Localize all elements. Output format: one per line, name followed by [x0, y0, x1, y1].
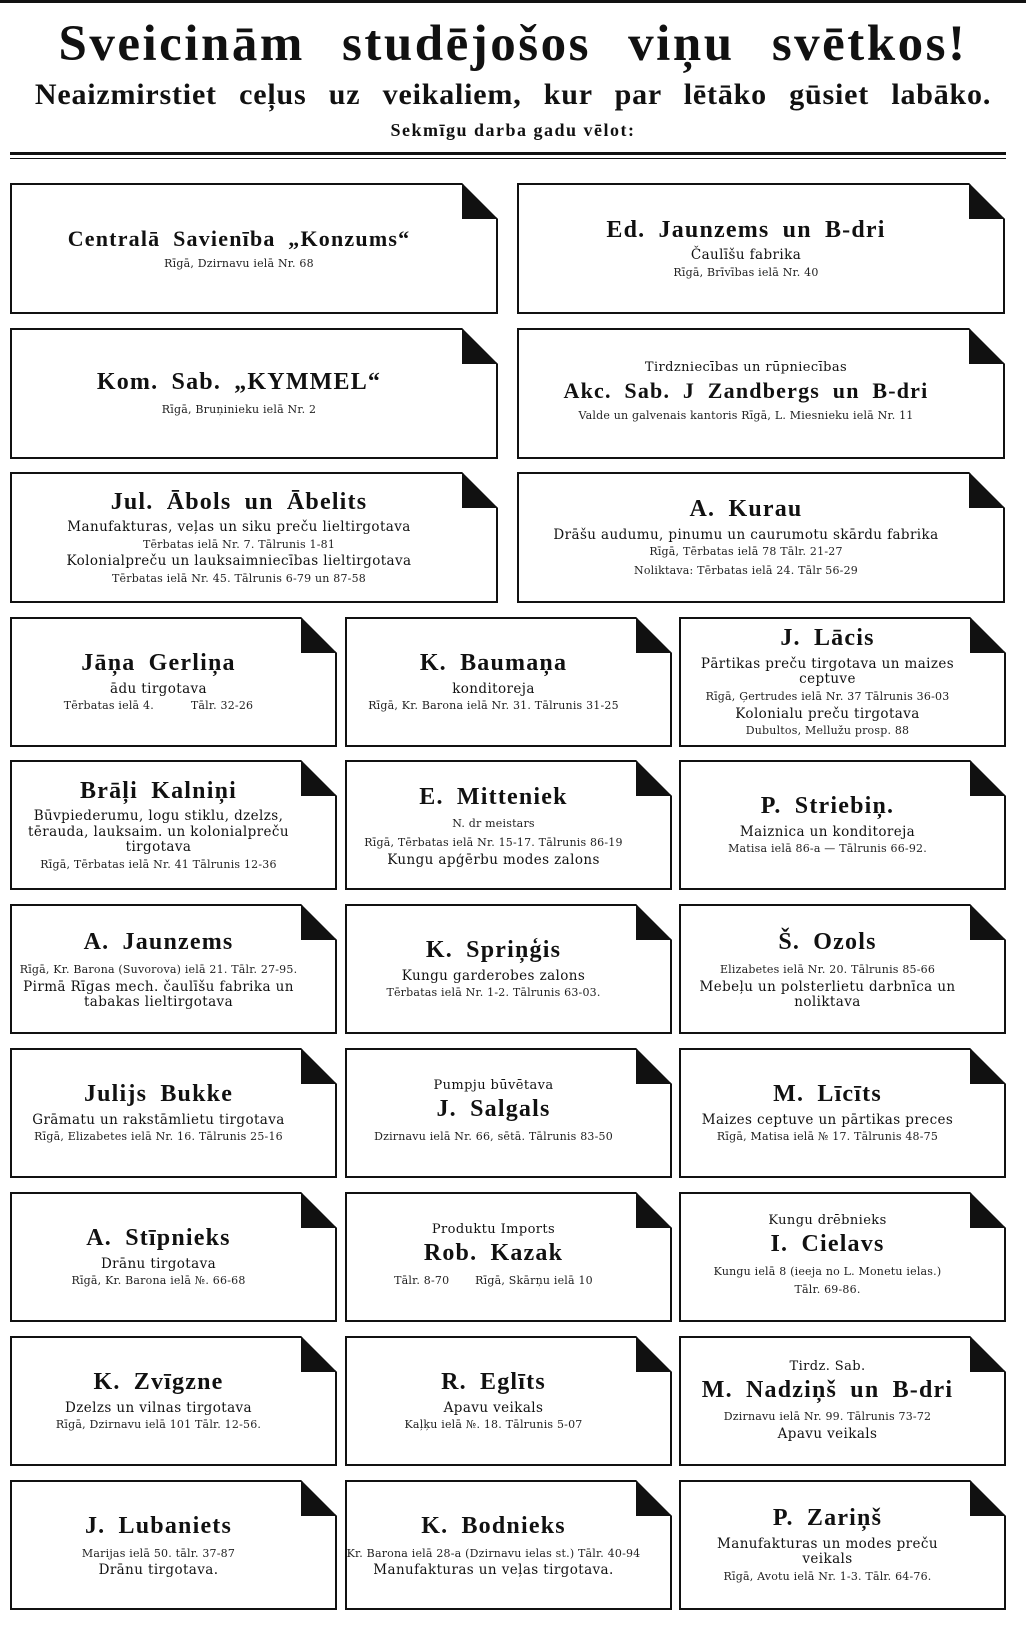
- business-name: I. Cielavs: [770, 1231, 885, 1258]
- business-name: E. Mitteniek: [419, 783, 568, 810]
- advertisement-box: [10, 760, 337, 890]
- business-address: Dzirnavu ielā Nr. 99. Tālrunis 73-72: [723, 1410, 932, 1424]
- business-name: Rob. Kazak: [423, 1240, 564, 1267]
- business-address: Rīgā, Avotu ielā Nr. 1-3. Tālr. 64-76.: [723, 1569, 932, 1583]
- business-address: Elizabetes ielā Nr. 20. Tālrunis 85-66: [719, 962, 936, 976]
- business-description: Apavu veikals: [777, 1425, 878, 1442]
- business-name: R. Eglīts: [441, 1369, 546, 1396]
- advertisement-box: [679, 1336, 1006, 1466]
- business-name: J. Lācis: [780, 625, 875, 652]
- business-address: Matisa ielā 86-a — Tālrunis 66-92.: [728, 842, 927, 856]
- business-address: Rīgā, Ģertrudes ielā Nr. 37 Tālrunis 36-03: [705, 689, 950, 703]
- advertisement-box: [10, 617, 337, 747]
- business-description: Apavu veikals: [443, 1399, 544, 1416]
- business-address: Rīgā, Brīvības ielā Nr. 40: [673, 265, 819, 279]
- business-name: Ed. Jaunzems un B-dri: [606, 216, 886, 243]
- business-name: Jāņa Gerliņa: [81, 650, 236, 677]
- business-address: Rīgā, Kr. Barona ielā Nr. 31. Tālrunis 31-25: [368, 699, 619, 713]
- business-description: Būvpiederumu, logu stiklu, dzelzs, tērauda, lauksaim. un kolonialpreču tirgotava: [28, 808, 289, 856]
- business-name: A. Jaunzems: [83, 929, 234, 956]
- advertisement-box: [345, 1048, 672, 1178]
- advertisement-box: [679, 1192, 1006, 1322]
- business-description: Manufakturas un modes preču veikals: [717, 1535, 938, 1568]
- business-address: Rīgā, Kr. Barona ielā №. 66-68: [71, 1274, 246, 1288]
- business-description: Dzelzs un vilnas tirgotava: [65, 1399, 252, 1416]
- advertisement-box: [345, 1192, 672, 1322]
- business-name: K. Baumaņa: [419, 650, 568, 677]
- business-address: Marijas ielā 50. tālr. 37-87: [81, 1546, 236, 1560]
- business-address: Rīgā, Tērbatas ielā 78 Tālr. 21-27: [649, 545, 843, 559]
- business-description: Grāmatu un rakstāmlietu tirgotava: [32, 1111, 285, 1128]
- advertisement-box: [679, 1048, 1006, 1178]
- business-address: Rīgā, Kr. Barona (Suvorova) ielā 21. Tālr. 27-95.: [19, 962, 298, 976]
- business-description: Maizes ceptuve un pārtikas preces: [701, 1111, 954, 1128]
- advertisement-box: [10, 1480, 337, 1610]
- business-address: Rīgā, Tērbatas ielā Nr. 41 Tālrunis 12-36: [40, 857, 277, 871]
- business-description: Drānu tirgotava.: [98, 1562, 219, 1579]
- page-tagline: Sekmīgu darba gadu vēlot:: [390, 120, 636, 140]
- business-address: N. dr meistars: [452, 817, 535, 831]
- business-description: Manufakturas, veļas un siku preču lieltirgotava: [67, 519, 411, 536]
- advertisement-box: [345, 1480, 672, 1610]
- business-description: Čaulīšu fabrika: [690, 247, 802, 264]
- top-rule: [0, 0, 1026, 3]
- business-prefix: Tirdz. Sab.: [789, 1358, 866, 1374]
- business-name: Centralā Savienība „Konzums“: [67, 225, 411, 251]
- business-name: J. Lubaniets: [84, 1513, 233, 1540]
- business-address: Tērbatas ielā 4. Tālr. 32-26: [63, 699, 254, 713]
- advertisement-box: [10, 1192, 337, 1322]
- business-name: P. Zariņš: [772, 1505, 883, 1532]
- business-description: Drānu tirgotava: [100, 1255, 217, 1272]
- advertisement-box: [679, 1480, 1006, 1610]
- business-address: Tālr. 8-70 Rīgā, Skārņu ielā 10: [394, 1273, 593, 1287]
- advertisement-box: [10, 328, 498, 459]
- business-address: Tālr. 69-86.: [794, 1283, 861, 1297]
- business-description: Kungu apģērbu modes zalons: [387, 851, 600, 868]
- advertisement-box: [345, 617, 672, 747]
- advertisement-box: [10, 1048, 337, 1178]
- advertisement-box: [517, 183, 1005, 314]
- business-address: Rīgā, Elizabetes ielā Nr. 16. Tālrunis 25-16: [34, 1130, 283, 1144]
- business-description: ādu tirgotava: [110, 680, 207, 697]
- advertisement-box: [517, 328, 1005, 459]
- business-name: Brāļi Kalniņi: [80, 777, 237, 804]
- business-name: Julijs Bukke: [83, 1081, 234, 1108]
- advertisement-box: [679, 904, 1006, 1034]
- business-name: K. Spriņģis: [425, 937, 562, 964]
- business-address: Rīgā, Bruņinieku ielā Nr. 2: [161, 402, 317, 416]
- business-address: Tērbatas ielā Nr. 7. Tālrunis 1-81: [142, 537, 336, 551]
- business-description: Kolonialpreču un lauksaimniecības lieltirgotava: [66, 553, 412, 570]
- business-address: Kr. Barona ielā 28-a (Dzirnavu ielas st.) Tālr. 40-94: [346, 1546, 641, 1560]
- business-prefix: Kungu drēbnieks: [768, 1213, 887, 1229]
- business-name: A. Stīpnieks: [86, 1225, 231, 1252]
- business-address: Rīgā, Tērbatas ielā Nr. 15-17. Tālrunis 86-19: [364, 836, 623, 850]
- advertisement-box: [10, 904, 337, 1034]
- business-name: Akc. Sab. J Zandbergs un B-dri: [563, 378, 929, 403]
- business-address: Tērbatas ielā Nr. 1-2. Tālrunis 63-03.: [386, 986, 601, 1000]
- header-double-rule: [10, 152, 1006, 159]
- business-prefix: Pumpju būvētava: [433, 1078, 554, 1094]
- page-header: [0, 12, 1026, 142]
- business-address: Rīgā, Dzirnavu ielā 101 Tālr. 12-56.: [55, 1418, 262, 1432]
- business-address: Rīgā, Dzirnavu ielā Nr. 68: [164, 256, 314, 270]
- business-prefix: Tirdzniecības un rūpniecības: [644, 360, 848, 376]
- advertisement-box: [345, 1336, 672, 1466]
- business-address: Kaļķu ielā №. 18. Tālrunis 5-07: [404, 1418, 583, 1432]
- advertisement-box: [679, 760, 1006, 890]
- business-name: Jul. Ābols un Ābelits: [110, 488, 368, 515]
- advertisement-box: [517, 472, 1005, 603]
- business-address: Rīgā, Matisa ielā № 17. Tālrunis 48-75: [716, 1130, 939, 1144]
- page-subtitle: Neaizmirstiet ceļus uz veikaliem, kur par lētāko gūsiet labāko.: [34, 78, 992, 111]
- business-description: Kolonialu preču tirgotava: [735, 705, 920, 722]
- business-description: Mebeļu un polsterlietu darbnīca un noliktava: [699, 978, 956, 1011]
- advertisement-box: [10, 183, 498, 314]
- page-title: Sveicinām studējošos viņu svētkos!: [58, 16, 968, 72]
- business-address: Noliktava: Tērbatas ielā 24. Tālr 56-29: [634, 564, 858, 578]
- advertisement-box: [679, 617, 1006, 747]
- advertisement-box: [345, 904, 672, 1034]
- business-prefix: Produktu Imports: [431, 1222, 556, 1238]
- business-name: M. Nadziņš un B-dri: [701, 1376, 954, 1403]
- business-name: K. Bodnieks: [421, 1513, 566, 1540]
- business-description: Drāšu audumu, pinumu un caurumotu skārdu fabrika: [553, 526, 939, 543]
- business-address: Valde un galvenais kantoris Rīgā, L. Miesnieku ielā Nr. 11: [578, 409, 914, 423]
- business-name: M. Līcīts: [773, 1081, 882, 1108]
- business-description: Kungu garderobes zalons: [401, 967, 586, 984]
- business-name: Kom. Sab. „KYMMEL“: [96, 369, 382, 396]
- business-address: Kungu ielā 8 (ieeja no L. Monetu ielas.): [713, 1264, 942, 1278]
- business-description: Pirmā Rīgas mech. čaulīšu fabrika un tabakas lieltirgotava: [23, 978, 294, 1011]
- advertisement-box: [10, 472, 498, 603]
- business-name: A. Kurau: [689, 496, 803, 523]
- business-name: J. Salgals: [436, 1096, 551, 1123]
- business-description: Maiznica un konditoreja: [739, 823, 916, 840]
- business-address: Dzirnavu ielā Nr. 66, sētā. Tālrunis 83-50: [374, 1129, 613, 1143]
- business-description: Pārtikas preču tirgotava un maizes ceptuve: [700, 655, 955, 688]
- advertisement-box: [10, 1336, 337, 1466]
- business-name: K. Zvīgzne: [93, 1369, 224, 1396]
- business-description: konditoreja: [452, 680, 535, 697]
- advertisement-box: [345, 760, 672, 890]
- business-name: Š. Ozols: [778, 929, 877, 956]
- business-name: P. Striebiņ.: [760, 793, 895, 820]
- business-address: Dubultos, Mellužu prosp. 88: [745, 724, 910, 738]
- business-description: Manufakturas un veļas tirgotava.: [373, 1562, 614, 1579]
- business-address: Tērbatas ielā Nr. 45. Tālrunis 6-79 un 87-58: [112, 571, 366, 585]
